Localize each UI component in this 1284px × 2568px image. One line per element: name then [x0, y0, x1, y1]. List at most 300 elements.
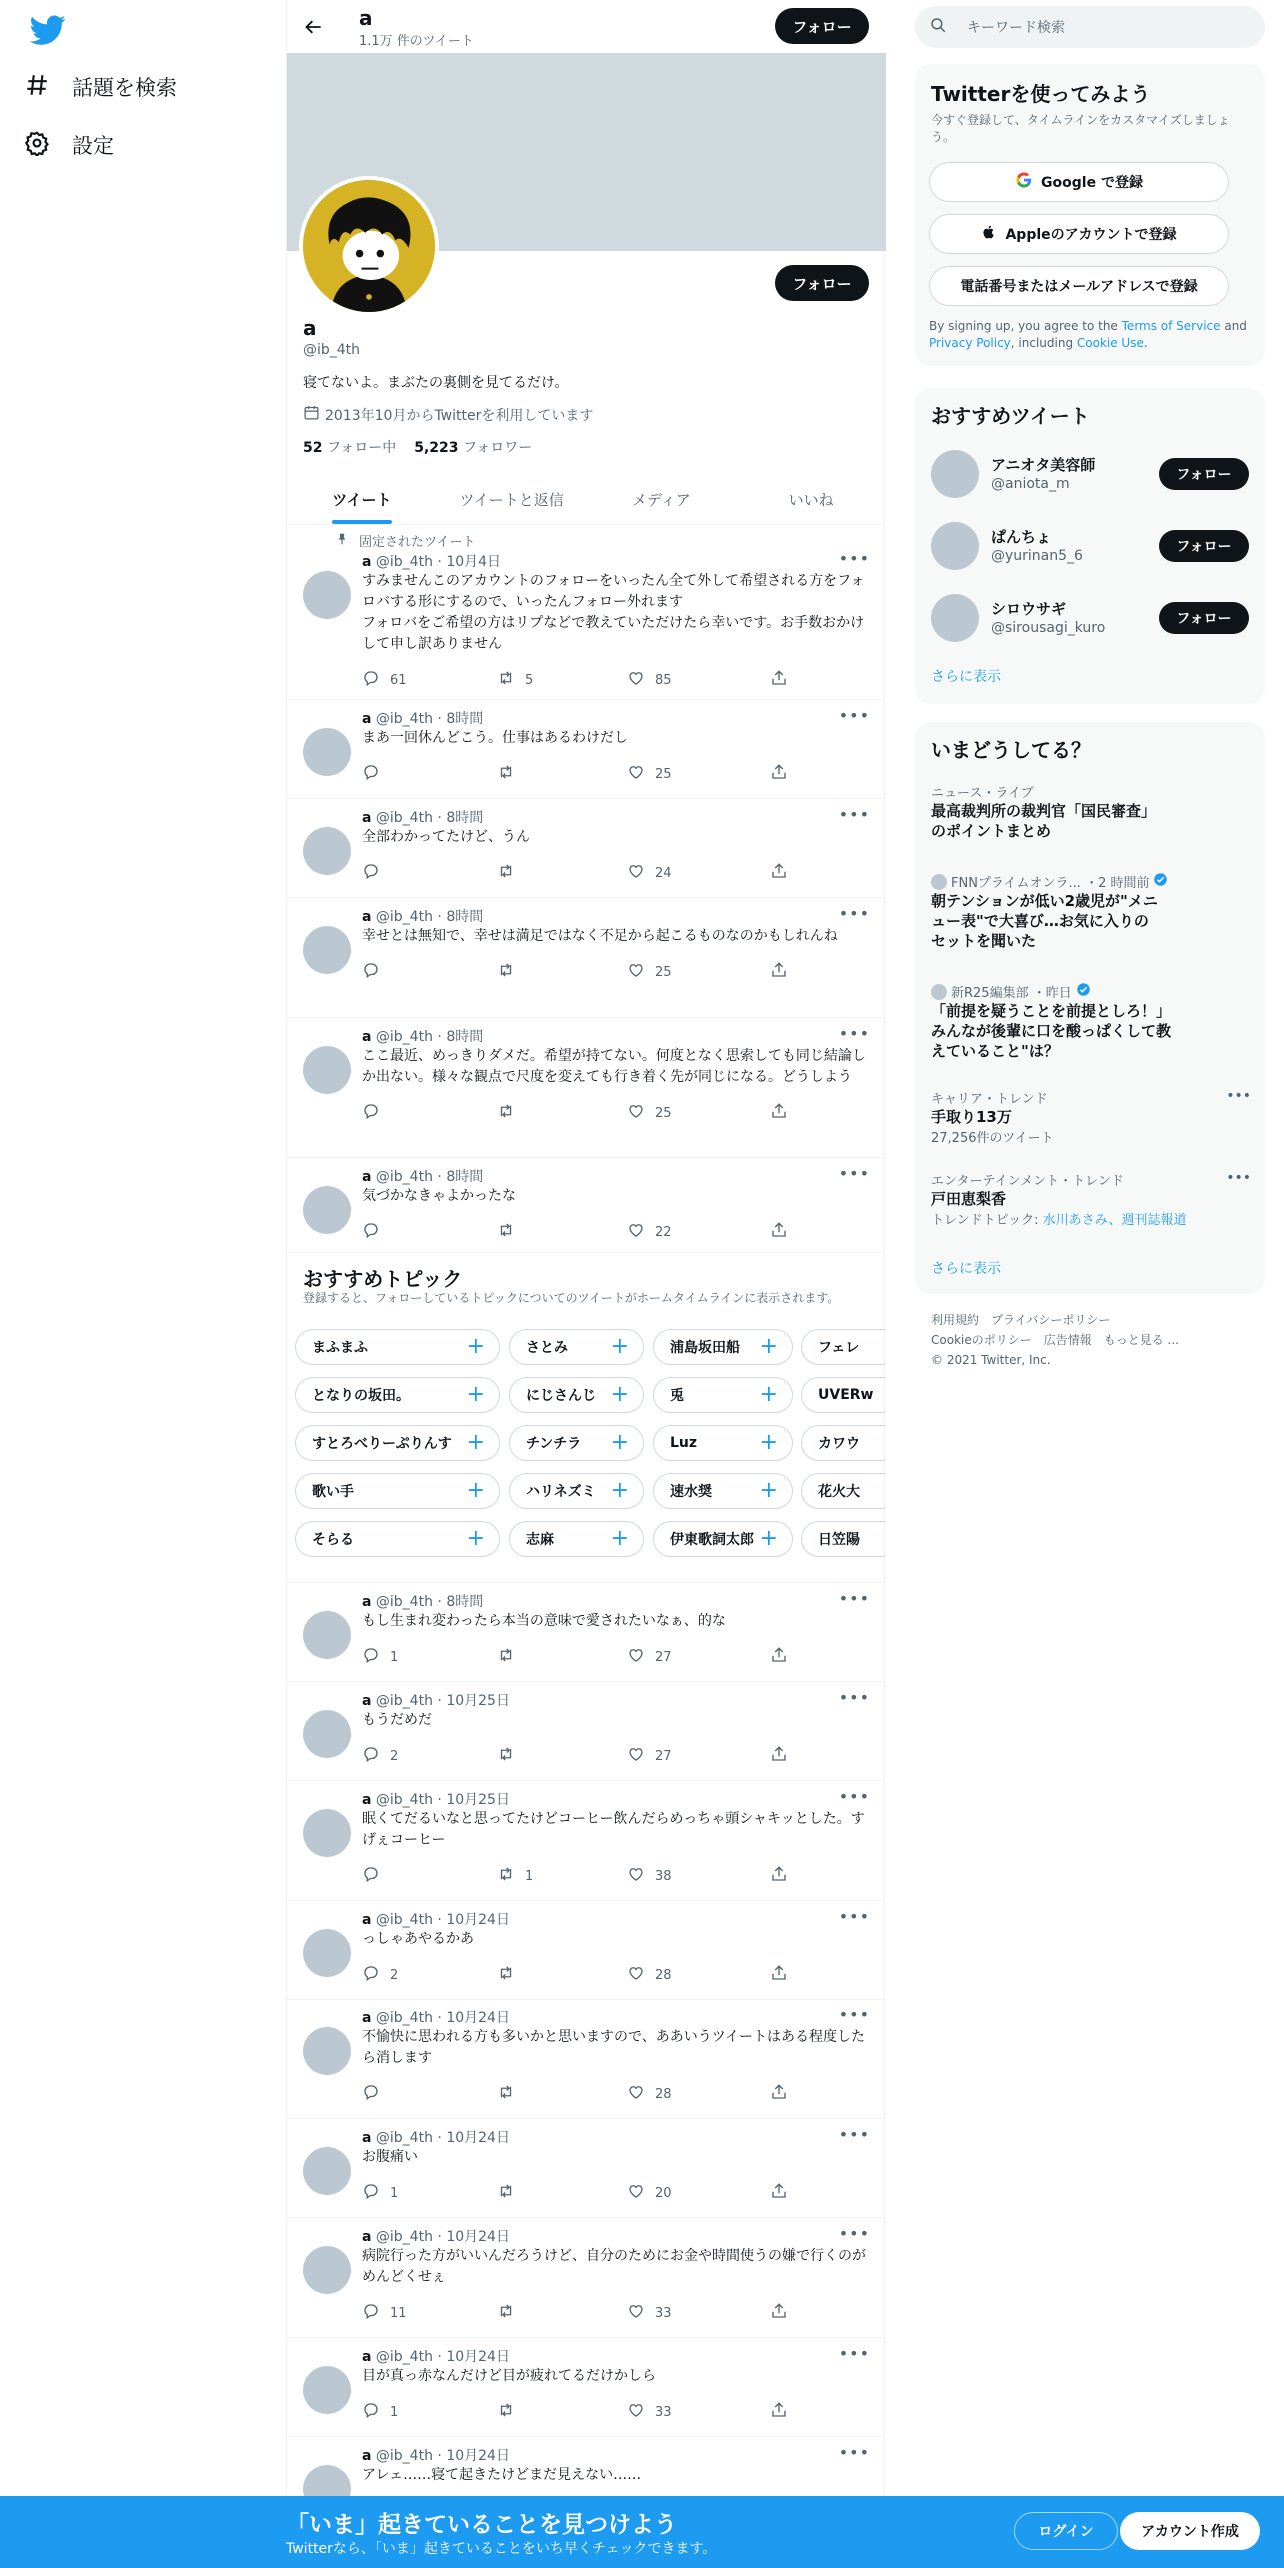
- like-button[interactable]: [627, 2401, 672, 2423]
- retweet-button[interactable]: [497, 1221, 525, 1243]
- share-button[interactable]: [770, 2302, 788, 2324]
- reply-button[interactable]: [362, 2182, 398, 2204]
- more-dots-icon[interactable]: •••: [838, 706, 870, 725]
- retweet-icon: [497, 2083, 515, 2105]
- phone-email-signup-button[interactable]: 電話番号またはメールアドレスで登録: [929, 266, 1229, 306]
- reply-button[interactable]: [362, 862, 390, 884]
- like-button[interactable]: [627, 1102, 672, 1124]
- plus-icon[interactable]: +: [610, 1334, 629, 1359]
- share-button[interactable]: [770, 763, 788, 785]
- reply-count: 1: [390, 1649, 399, 1665]
- plus-icon[interactable]: +: [466, 1382, 485, 1407]
- topic-chip[interactable]: [295, 1425, 500, 1461]
- profile-joined-text: 2013年10月からTwitterを利用しています: [325, 407, 594, 424]
- share-button[interactable]: [770, 669, 788, 691]
- topic-chip[interactable]: [509, 1329, 644, 1365]
- apple-signup-button[interactable]: [929, 214, 1229, 254]
- retweet-button[interactable]: [497, 2083, 525, 2105]
- reply-button[interactable]: [362, 2083, 390, 2105]
- tweet-author-name[interactable]: a: [362, 554, 372, 570]
- trend-source: [931, 872, 1251, 891]
- more-dots-icon[interactable]: •••: [838, 1164, 870, 1183]
- reply-button[interactable]: [362, 669, 407, 691]
- follow-button[interactable]: フォロー: [1159, 458, 1249, 490]
- reply-icon: [362, 2182, 380, 2204]
- retweet-button[interactable]: [497, 2182, 525, 2204]
- heart-icon: [627, 862, 645, 884]
- share-icon: [770, 2401, 788, 2423]
- tweet-text: っしゃあやるかあ: [362, 1931, 474, 1947]
- tweet-time[interactable]: 10月24日: [446, 2130, 510, 2146]
- topic-chip[interactable]: [801, 1473, 886, 1509]
- tweet[interactable]: [287, 1158, 886, 1253]
- topic-chip-label: 伊東歌詞太郎: [670, 1532, 754, 1548]
- like-button[interactable]: [627, 2302, 672, 2324]
- trend-category: ニュース・ライブ: [931, 786, 1034, 801]
- tweet-author-name[interactable]: a: [362, 1792, 372, 1808]
- tweet-time[interactable]: 10月25日: [446, 1792, 510, 1808]
- recommended-user[interactable]: [931, 516, 1251, 576]
- retweet-button[interactable]: [497, 2401, 525, 2423]
- trend-item[interactable]: [931, 982, 1251, 1061]
- tweet-author-name[interactable]: a: [362, 2229, 372, 2245]
- tweet-avatar[interactable]: [303, 2366, 351, 2414]
- reply-icon: [362, 1646, 380, 1668]
- tweet[interactable]: [287, 799, 886, 898]
- follow-button[interactable]: フォロー: [1159, 602, 1249, 634]
- more-dots-icon[interactable]: •••: [838, 2224, 870, 2243]
- more-dots-icon[interactable]: •••: [838, 805, 870, 824]
- trend-topic-link[interactable]: 水川あさみ、週刊誌報道: [1042, 1213, 1187, 1228]
- retweet-icon: [497, 763, 515, 785]
- followers-label: フォロワー: [463, 440, 533, 456]
- tweet-text: ここ最近、めっきりダメだ。希望が持てない。何度となく思索しても同じ結論しか出ない。様々な観点で尺度を変えても行き着く先が同じになる。どうしよう: [362, 1048, 866, 1085]
- topic-chip[interactable]: [653, 1377, 793, 1413]
- signup-subtitle: 今すぐ登録して、タイムラインをカスタマイズしましょう。: [931, 113, 1230, 144]
- profile-bio: 寝てないよ。まぶたの裏側を見てるだけ。: [303, 375, 569, 391]
- share-icon: [770, 1745, 788, 1767]
- tweet-time[interactable]: 10月24日: [446, 1912, 510, 1928]
- tweet[interactable]: [287, 1583, 886, 1682]
- reply-button[interactable]: [362, 1102, 390, 1124]
- more-dots-icon[interactable]: •••: [1226, 1088, 1251, 1104]
- plus-icon[interactable]: +: [759, 1430, 778, 1455]
- footer-line[interactable]: Cookieのポリシー 広告情報 もっと見る ...: [931, 1333, 1179, 1347]
- recommended-topics: [287, 1253, 886, 1583]
- trends-more-link[interactable]: さらに表示: [931, 1261, 1001, 1277]
- tweet-author-handle: @ib_4th: [375, 909, 433, 925]
- tweet-time[interactable]: 8時間: [446, 810, 484, 826]
- tweet-text: お腹痛い: [362, 2149, 418, 2165]
- topic-chip[interactable]: [509, 1521, 644, 1557]
- left-nav: [0, 0, 286, 2568]
- reply-button[interactable]: [362, 1964, 398, 1986]
- plus-icon[interactable]: +: [759, 1478, 778, 1503]
- reply-count: 61: [390, 672, 407, 688]
- topic-chip-label: Luz: [670, 1435, 698, 1451]
- cookie-use-link[interactable]: Cookie Use: [1076, 336, 1144, 350]
- like-button[interactable]: [627, 669, 672, 691]
- retweet-button[interactable]: [497, 961, 525, 983]
- tweet-text: すみませんこのアカウントのフォローをいったん全て外して希望される方をフォロバする形にするので、いったんフォロー外れます フォロバをご希望の方はリプなどで教えていただけたら幸いです。お手数おかけして申し訳ありません: [362, 573, 865, 652]
- share-button[interactable]: [770, 1964, 788, 1986]
- plus-icon[interactable]: +: [610, 1478, 629, 1503]
- tweet[interactable]: [287, 700, 886, 799]
- retweet-button[interactable]: [497, 862, 525, 884]
- like-button[interactable]: [627, 862, 672, 884]
- tweet-avatar[interactable]: [303, 1929, 351, 1977]
- followers-stat[interactable]: [414, 437, 532, 457]
- terms-of-service-link[interactable]: Terms of Service: [1121, 319, 1221, 333]
- tweet-author-name[interactable]: a: [362, 1693, 372, 1709]
- tweet-author-name[interactable]: a: [362, 1594, 372, 1610]
- like-button[interactable]: [627, 2083, 672, 2105]
- tweet-text: 幸せとは無知で、幸せは満足ではなく不足から起こるものなのかもしれんね: [362, 928, 838, 944]
- user-name: アニオタ美容師: [991, 456, 1096, 474]
- reply-button[interactable]: [362, 2401, 398, 2423]
- tweet-avatar[interactable]: [303, 2147, 351, 2195]
- tweet-time[interactable]: 10月4日: [446, 554, 502, 570]
- tweet-avatar[interactable]: [303, 1046, 351, 1094]
- profile-follow-button[interactable]: フォロー: [775, 265, 869, 301]
- pin-icon: [335, 532, 349, 550]
- tweet-author-name[interactable]: a: [362, 2349, 372, 2365]
- like-button[interactable]: [627, 1221, 672, 1243]
- bottombar-subtitle: Twitterなら、「いま」起きていることをいち早くチェックできます。: [286, 2541, 717, 2557]
- tweet-text: もうだめだ: [362, 1712, 432, 1728]
- user-avatar[interactable]: [931, 594, 979, 642]
- tweet-text: まあ一回休んどこう。仕事はあるわけだし: [362, 730, 628, 746]
- heart-icon: [627, 1745, 645, 1767]
- follow-button[interactable]: フォロー: [1159, 530, 1249, 562]
- like-count: 25: [655, 766, 672, 782]
- reply-icon: [362, 1102, 380, 1124]
- retweet-button[interactable]: [497, 1964, 525, 1986]
- tweet-meta: a @ib_4th · 8時間: [362, 909, 484, 925]
- tweet[interactable]: [287, 1901, 886, 2000]
- reply-icon: [362, 1745, 380, 1767]
- share-button[interactable]: [770, 1221, 788, 1243]
- reply-button[interactable]: [362, 961, 390, 983]
- like-count: 25: [655, 964, 672, 980]
- plus-icon[interactable]: +: [466, 1334, 485, 1359]
- more-dots-icon[interactable]: •••: [838, 2443, 870, 2462]
- footer-line[interactable]: 利用規約 プライバシーポリシー: [931, 1313, 1111, 1327]
- signup-button[interactable]: アカウント作成: [1120, 2512, 1260, 2550]
- topic-chip-label: まふまふ: [312, 1340, 368, 1356]
- profile-avatar[interactable]: [299, 176, 439, 316]
- like-button[interactable]: [627, 1745, 672, 1767]
- topbar-tweet-count: 1.1万 件のツイート: [359, 34, 474, 49]
- tweet-time[interactable]: 8時間: [446, 711, 484, 727]
- nav-settings[interactable]: [24, 120, 114, 170]
- reply-button[interactable]: [362, 1745, 398, 1767]
- tweet-author-handle: @ib_4th: [375, 1169, 433, 1185]
- topic-chip[interactable]: [801, 1377, 886, 1413]
- recommended-more-link[interactable]: さらに表示: [931, 669, 1001, 685]
- retweet-button[interactable]: [497, 2302, 525, 2324]
- reply-icon: [362, 1964, 380, 1986]
- tweet-author-name[interactable]: a: [362, 2130, 372, 2146]
- plus-icon[interactable]: +: [610, 1430, 629, 1455]
- retweet-icon: [497, 961, 515, 983]
- reply-count: 1: [390, 2404, 399, 2420]
- topic-chip[interactable]: [801, 1425, 886, 1461]
- tweet-avatar[interactable]: [303, 1186, 351, 1234]
- topic-chip[interactable]: [653, 1329, 793, 1365]
- tweet-avatar[interactable]: [303, 728, 351, 776]
- topic-chip-label: 速水奨: [670, 1484, 712, 1500]
- like-button[interactable]: [627, 1646, 672, 1668]
- more-dots-icon[interactable]: •••: [838, 2344, 870, 2363]
- tweet-actions: [362, 1102, 792, 1122]
- reply-button[interactable]: [362, 1865, 390, 1887]
- tweet-time[interactable]: 8時間: [446, 1169, 484, 1185]
- recommended-users-card: [915, 388, 1265, 704]
- retweet-icon: [497, 1646, 515, 1668]
- share-icon: [770, 2083, 788, 2105]
- plus-icon[interactable]: +: [759, 1334, 778, 1359]
- tweet-author-name[interactable]: a: [362, 2010, 372, 2026]
- more-dots-icon[interactable]: •••: [838, 1589, 870, 1608]
- like-button[interactable]: [627, 1964, 672, 1986]
- user-name: シロウサギ: [991, 600, 1067, 618]
- topic-chip[interactable]: [509, 1425, 644, 1461]
- topic-chip-label: 花火大: [818, 1484, 860, 1500]
- topics-subtitle: 登録すると、フォローしているトピックについてのツイートがホームタイムラインに表示されます。: [303, 1291, 840, 1305]
- retweet-icon: [497, 2182, 515, 2204]
- privacy-policy-link[interactable]: Privacy Policy: [929, 336, 1011, 350]
- trend-item[interactable]: [931, 782, 1251, 841]
- topic-chip[interactable]: [295, 1473, 500, 1509]
- more-dots-icon[interactable]: •••: [838, 1024, 870, 1043]
- recommended-user[interactable]: [931, 444, 1251, 504]
- tweet[interactable]: [287, 1018, 886, 1158]
- user-avatar[interactable]: [931, 522, 979, 570]
- topbar-follow-button[interactable]: フォロー: [775, 8, 869, 44]
- tweet-actions: [362, 1646, 792, 1666]
- trend-category: エンターテインメント・トレンド: [931, 1174, 1124, 1189]
- topic-chip-label: すとろべりーぷりんす: [312, 1436, 452, 1452]
- topic-chip[interactable]: [801, 1521, 886, 1557]
- topic-chip-label: となりの坂田。: [312, 1388, 410, 1404]
- tab-tweets-replies[interactable]: ツイートと返信: [459, 490, 564, 509]
- topic-chip[interactable]: [509, 1377, 644, 1413]
- retweet-button[interactable]: [497, 1102, 525, 1124]
- share-button[interactable]: [770, 2182, 788, 2204]
- trend-item[interactable]: [931, 872, 1251, 951]
- retweet-count: 1: [525, 1868, 534, 1884]
- tweet-author-handle: @ib_4th: [375, 2349, 433, 2365]
- tweet[interactable]: [287, 898, 886, 1018]
- tweet-author-name[interactable]: a: [362, 711, 372, 727]
- google-signup-button[interactable]: [929, 162, 1229, 202]
- more-dots-icon[interactable]: •••: [838, 549, 870, 568]
- pinned-label: 固定されたツイート: [359, 535, 476, 550]
- tweet-author-name[interactable]: a: [362, 1029, 372, 1045]
- share-button[interactable]: [770, 1745, 788, 1767]
- heart-icon: [627, 669, 645, 691]
- share-button[interactable]: [770, 1102, 788, 1124]
- tweet-author-name[interactable]: a: [362, 1912, 372, 1928]
- like-button[interactable]: [627, 1865, 672, 1887]
- plus-icon[interactable]: +: [759, 1526, 778, 1551]
- retweet-icon: [497, 669, 515, 691]
- tweet-time[interactable]: 10月24日: [446, 2448, 510, 2464]
- more-dots-icon[interactable]: •••: [1226, 1170, 1251, 1186]
- retweet-button[interactable]: [497, 1745, 525, 1767]
- share-button[interactable]: [770, 2083, 788, 2105]
- profile-topbar: [287, 0, 886, 53]
- share-icon: [770, 961, 788, 983]
- tweet-avatar[interactable]: [303, 1809, 351, 1857]
- reply-button[interactable]: [362, 763, 390, 785]
- tab-media[interactable]: メディア: [631, 490, 691, 509]
- like-button[interactable]: [627, 763, 672, 785]
- tweet-avatar[interactable]: [303, 2027, 351, 2075]
- share-icon: [770, 1646, 788, 1668]
- twitter-logo-icon[interactable]: [30, 12, 66, 48]
- plus-icon[interactable]: +: [466, 1526, 485, 1551]
- topic-chip[interactable]: [295, 1521, 500, 1557]
- tweet-avatar[interactable]: [303, 2246, 351, 2294]
- topic-chip[interactable]: [653, 1425, 793, 1461]
- topic-chip[interactable]: [653, 1473, 793, 1509]
- user-avatar[interactable]: [931, 450, 979, 498]
- tweet-avatar[interactable]: [303, 1710, 351, 1758]
- plus-icon[interactable]: +: [759, 1382, 778, 1407]
- search-icon: [929, 16, 947, 38]
- more-dots-icon[interactable]: •••: [838, 1907, 870, 1926]
- tweet[interactable]: [287, 1682, 886, 1781]
- more-dots-icon[interactable]: •••: [838, 1688, 870, 1707]
- like-button[interactable]: [627, 2182, 672, 2204]
- topic-chip[interactable]: [653, 1521, 793, 1557]
- plus-icon[interactable]: +: [466, 1430, 485, 1455]
- tweet-time[interactable]: 10月24日: [446, 2010, 510, 2026]
- reply-count: 1: [390, 2185, 399, 2201]
- trend-item[interactable]: [931, 1170, 1251, 1228]
- retweet-button[interactable]: [497, 1865, 533, 1887]
- nav-explore[interactable]: [24, 62, 177, 112]
- tweet-time[interactable]: 8時間: [446, 1594, 484, 1610]
- tweet-time[interactable]: 8時間: [446, 909, 484, 925]
- topics-title: おすすめトピック: [303, 1267, 463, 1291]
- heart-icon: [627, 1865, 645, 1887]
- tweet-text: 目が真っ赤なんだけど目が疲れてるだけかしら: [362, 2368, 656, 2384]
- tweet-author-handle: @ib_4th: [375, 1792, 433, 1808]
- heart-icon: [627, 2302, 645, 2324]
- tweet-avatar[interactable]: [303, 827, 351, 875]
- retweet-button[interactable]: [497, 1646, 525, 1668]
- tweet[interactable]: [287, 2119, 886, 2218]
- share-icon: [770, 1964, 788, 1986]
- tweet-text: もし生まれ変わったら本当の意味で愛されたいなぁ、的な: [362, 1613, 726, 1629]
- topic-chip[interactable]: [509, 1473, 644, 1509]
- tweet-meta: a @ib_4th · 10月25日: [362, 1693, 510, 1709]
- topic-chip-label: UVERw: [818, 1387, 874, 1403]
- tab-tweets[interactable]: ツイート: [287, 474, 437, 524]
- tab-likes[interactable]: いいね: [788, 490, 834, 509]
- retweet-button[interactable]: [497, 669, 533, 691]
- like-button[interactable]: [627, 961, 672, 983]
- topic-chip-label: 志麻: [526, 1532, 554, 1548]
- recommended-user[interactable]: [931, 588, 1251, 648]
- tweet-text: 眠くてだるいなと思ってたけどコーヒー飲んだらめっちゃ頭シャキッとした。すげぇコーヒー: [362, 1811, 865, 1848]
- tweet-avatar[interactable]: [303, 1611, 351, 1659]
- like-count: 27: [655, 1649, 672, 1665]
- retweet-button[interactable]: [497, 763, 525, 785]
- reply-button[interactable]: [362, 1221, 390, 1243]
- share-button[interactable]: [770, 2401, 788, 2423]
- tweet-author-name[interactable]: a: [362, 1169, 372, 1185]
- tweet-author-name[interactable]: a: [362, 2448, 372, 2464]
- tweet-avatar[interactable]: [303, 571, 351, 619]
- topic-chip[interactable]: [295, 1377, 500, 1413]
- like-count: 24: [655, 865, 672, 881]
- followers-count: 5,223: [414, 440, 459, 456]
- google-signup-label: Google で登録: [1041, 175, 1143, 191]
- tweet-meta: a @ib_4th · 10月24日: [362, 2130, 510, 2146]
- more-dots-icon[interactable]: •••: [838, 2125, 870, 2144]
- tweet-author-handle: @ib_4th: [375, 2010, 433, 2026]
- profile-handle: @ib_4th: [303, 342, 361, 358]
- retweet-icon: [497, 1102, 515, 1124]
- tweet-time[interactable]: 10月25日: [446, 1693, 510, 1709]
- profile-tabs: [287, 474, 886, 525]
- plus-icon[interactable]: +: [466, 1478, 485, 1503]
- search-box[interactable]: [915, 6, 1265, 48]
- trend-item[interactable]: [931, 1088, 1251, 1146]
- reply-icon: [362, 669, 380, 691]
- trend-source: [931, 982, 1251, 1001]
- back-arrow-icon[interactable]: [299, 12, 329, 42]
- share-button[interactable]: [770, 862, 788, 884]
- topic-chip[interactable]: [801, 1329, 886, 1365]
- reply-count: 2: [390, 1967, 399, 1983]
- reply-button[interactable]: [362, 1646, 398, 1668]
- more-dots-icon[interactable]: •••: [838, 2005, 870, 2024]
- share-button[interactable]: [770, 1865, 788, 1887]
- tweet[interactable]: [287, 1999, 886, 2119]
- more-dots-icon[interactable]: •••: [838, 1787, 870, 1806]
- user-handle: @aniota_m: [991, 476, 1070, 492]
- tweet[interactable]: [287, 525, 886, 700]
- tweet-time[interactable]: 8時間: [446, 1029, 484, 1045]
- share-button[interactable]: [770, 1646, 788, 1668]
- login-button[interactable]: ログイン: [1014, 2512, 1118, 2550]
- tweet-author-name[interactable]: a: [362, 810, 372, 826]
- plus-icon[interactable]: +: [610, 1382, 629, 1407]
- following-stat[interactable]: [303, 437, 396, 457]
- tweet[interactable]: [287, 1781, 886, 1901]
- plus-icon[interactable]: +: [610, 1526, 629, 1551]
- share-button[interactable]: [770, 961, 788, 983]
- user-handle: @sirousagi_kuro: [991, 620, 1106, 636]
- reply-button[interactable]: [362, 2302, 407, 2324]
- more-dots-icon[interactable]: •••: [838, 904, 870, 923]
- tweet[interactable]: [287, 2338, 886, 2437]
- reply-icon: [362, 2083, 380, 2105]
- tweet[interactable]: [287, 2218, 886, 2338]
- tweet-time[interactable]: 10月24日: [446, 2349, 510, 2365]
- tweet-avatar[interactable]: [303, 926, 351, 974]
- tweet-author-name[interactable]: a: [362, 909, 372, 925]
- tweet-text: 不愉快に思われる方も多いかと思いますので、ああいうツイートはある程度したら消します: [362, 2029, 866, 2066]
- topic-chip[interactable]: [295, 1329, 500, 1365]
- like-count: 33: [655, 2305, 672, 2321]
- tweet-time[interactable]: 10月24日: [446, 2229, 510, 2245]
